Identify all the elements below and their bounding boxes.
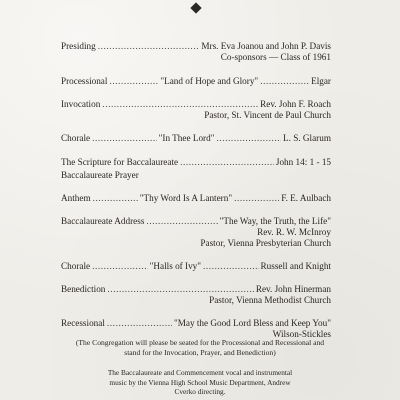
processional-credit: Elgar (311, 76, 331, 86)
leader-dots (146, 216, 217, 227)
invocation-label: Invocation (61, 99, 101, 109)
chorale-2-credit: Russell and Knight (260, 261, 331, 271)
leader-dots (234, 193, 279, 204)
leader-dots (107, 318, 172, 329)
processional-title: "Land of Hope and Glory" (160, 76, 259, 86)
anthem-title: "Thy Word Is A Lantern" (139, 193, 233, 203)
presiding-detail: Co-sponsors — Class of 1961 (220, 52, 331, 62)
address-line (61, 216, 331, 227)
address-title: "The Way, the Truth, the Life" (219, 216, 331, 226)
leader-dots (107, 284, 253, 295)
benediction-line (61, 284, 331, 295)
presiding-label: Presiding (61, 41, 96, 51)
address-speaker: Rev. R. W. McInroy (257, 227, 331, 237)
invocation-line (61, 99, 331, 110)
prayer-line (61, 170, 331, 181)
chorale-1-title: "In Thee Lord" (158, 133, 215, 143)
anthem-credit: F. E. Aulbach (281, 193, 332, 203)
benediction-detail: Pastor, Vienna Methodist Church (209, 295, 331, 305)
leader-dots (216, 133, 281, 144)
scripture-label: The Scripture for Baccalaureate (61, 157, 179, 167)
recessional-credit: Wilson-Stickles (272, 329, 331, 339)
chorale-2-line (61, 261, 331, 272)
recessional-title: "May the Good Lord Bless and Keep You" (173, 318, 331, 328)
chorale-1-credit: L. S. Glarum (283, 133, 331, 143)
chorale-1-line (61, 133, 331, 144)
invocation-value: Rev. John F. Roach (260, 99, 331, 109)
diamond-ornament-icon (190, 2, 201, 13)
anthem-label: Anthem (61, 193, 91, 203)
benediction-value: Rev. John Hinerman (255, 284, 331, 294)
leader-dots (180, 157, 274, 168)
presiding-line (61, 41, 331, 52)
chorale-1-label: Chorale (61, 133, 91, 143)
scripture-value: John 14: 1 - 15 (275, 157, 331, 167)
address-label: Baccalaureate Address (61, 216, 145, 226)
leader-dots (92, 261, 148, 272)
leader-dots (98, 41, 200, 52)
invocation-detail: Pastor, St. Vincent de Paul Church (204, 110, 331, 120)
prayer-label: Baccalaureate Prayer (61, 170, 139, 180)
presiding-value: Mrs. Eva Joanou and John P. Davis (201, 41, 331, 51)
music-credit: The Baccalaureate and Commencement vocal and instrumental music by the Vienna High School Music Department, Andrew Cverko directing. (107, 368, 293, 396)
leader-dots (109, 76, 158, 87)
leader-dots (93, 193, 138, 204)
leader-dots (102, 99, 258, 110)
congregation-note: (The Congregation will please be seated for the Processional and Recessional and stand for the Invocation, Prayer, and Benediction) (75, 338, 325, 357)
leader-dots (203, 261, 259, 272)
recessional-line (61, 318, 331, 329)
processional-line (61, 76, 331, 87)
chorale-2-label: Chorale (61, 261, 91, 271)
processional-label: Processional (61, 76, 108, 86)
scripture-line (61, 157, 331, 168)
anthem-line (61, 193, 331, 204)
benediction-label: Benediction (61, 284, 106, 294)
recessional-label: Recessional (61, 318, 105, 328)
chorale-2-title: "Halls of Ivy" (149, 261, 202, 271)
address-detail: Pastor, Vienna Presbyterian Church (200, 238, 331, 248)
leader-dots (260, 76, 309, 87)
leader-dots (92, 133, 157, 144)
